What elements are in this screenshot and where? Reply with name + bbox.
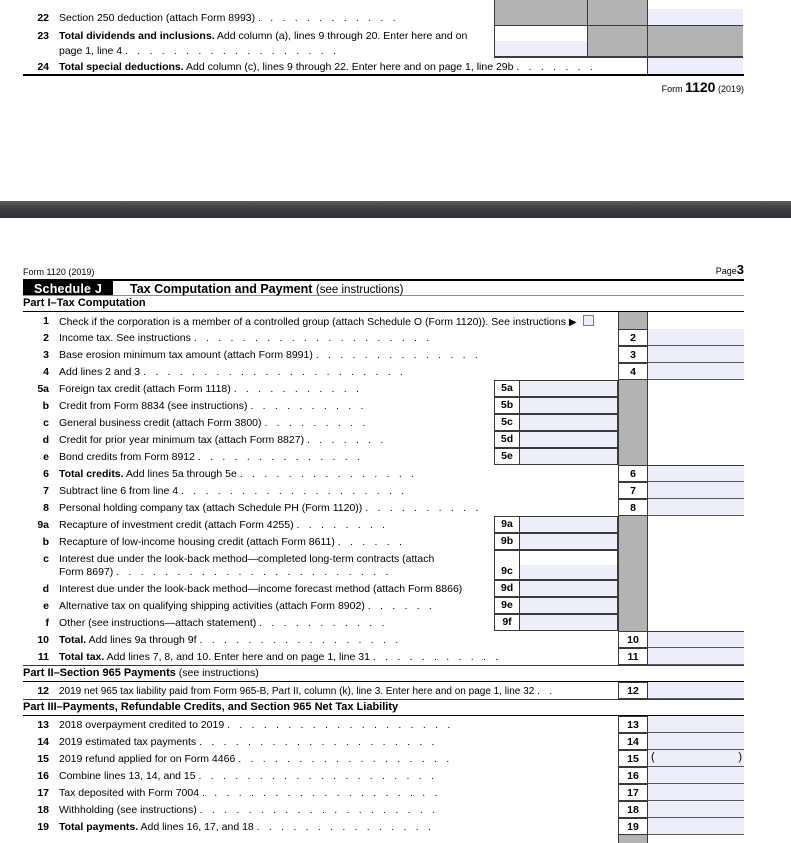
line-text: Add column (c), lines 9 through 22. Enter here and on page 1, line 29b — [183, 61, 514, 73]
field-number-box: 13 — [618, 716, 648, 733]
line-text: Interest due under the look-back method—completed long-term contracts (attach — [59, 553, 435, 565]
line-description — [56, 580, 494, 597]
line-text: Credit for prior year minimum tax (attach Form 8827) — [59, 434, 305, 446]
table-row-3 — [23, 346, 744, 363]
amount-entry-5c[interactable] — [520, 414, 618, 431]
leader-dots: . . . . . . . . . . . . . . . . . . . . — [199, 736, 438, 748]
line-description — [56, 750, 618, 767]
line-text: Add lines 5a through 5e — [123, 468, 237, 480]
part3-table — [23, 716, 744, 843]
field-number-box: 2 — [618, 329, 648, 346]
field-number-box: 7 — [618, 482, 648, 499]
field-number-box: 3 — [618, 346, 648, 363]
amount-entry-19[interactable] — [648, 818, 744, 835]
amount-entry-15[interactable] — [648, 750, 744, 767]
leader-dots: . . . . . . . — [307, 434, 387, 446]
negative-amount-parens — [648, 750, 744, 766]
line-number: c — [43, 417, 49, 429]
line-number: 23 — [37, 30, 49, 42]
part2-table — [23, 682, 744, 700]
line-text: 2019 estimated tax payments — [59, 736, 197, 748]
line-text-bold: Total special deductions. — [59, 61, 184, 73]
form-id-label: Form 1120 (2019) — [23, 267, 95, 277]
table-row-13 — [23, 716, 744, 733]
blank-field — [648, 597, 744, 614]
line-description — [56, 397, 494, 414]
part1-heading: Part I–Tax Computation — [23, 296, 744, 312]
line-description — [56, 482, 618, 499]
line-number: 17 — [37, 787, 49, 799]
table-row-23 — [23, 27, 744, 42]
line-description — [56, 414, 494, 431]
table-row-5d — [23, 431, 744, 448]
line-text: Withholding (see instructions) — [59, 804, 197, 816]
line-number: 5a — [37, 383, 49, 395]
table-row-5b — [23, 397, 744, 414]
page2-bottom-fragment — [0, 0, 791, 100]
shaded-number-column — [618, 516, 648, 533]
table-row-9c — [23, 550, 744, 580]
amount-entry-7[interactable] — [648, 482, 744, 499]
table-row-19 — [23, 818, 744, 835]
shaded-number-column — [618, 397, 648, 414]
footer-year: (2019) — [717, 84, 744, 94]
line-number: 10 — [37, 634, 49, 646]
line-text: Credit from Form 8834 (see instructions) — [59, 400, 248, 412]
controlled-group-checkbox[interactable] — [583, 315, 594, 326]
amount-entry-10[interactable] — [648, 631, 744, 648]
subfield-number-box: 9f — [494, 614, 520, 631]
amount-entry-8[interactable] — [648, 499, 744, 516]
field-number-box: 8 — [618, 499, 648, 516]
blank-field — [648, 397, 744, 414]
line-description — [56, 363, 618, 380]
shaded-number-column — [618, 597, 648, 614]
amount-entry-6[interactable] — [648, 465, 744, 482]
line-text: Recapture of investment credit (attach Form 4255) — [59, 519, 294, 531]
field-number-box: 17 — [618, 784, 648, 801]
field-number-box: 4 — [618, 363, 648, 380]
line-number: 19 — [37, 821, 49, 833]
schedule-title-text: Tax Computation and Payment — [130, 282, 313, 296]
subfield-number-box: 9c — [494, 550, 520, 580]
line-number: 2 — [43, 332, 49, 344]
part3-heading: Part III–Payments, Refundable Credits, and Section 965 Net Tax Liability — [23, 700, 744, 716]
line-text: Base erosion minimum tax amount (attach Form 8991) — [59, 349, 313, 361]
line-description — [56, 767, 618, 784]
amount-entry-9a[interactable] — [520, 516, 618, 533]
shaded-number-column — [618, 614, 648, 631]
table-row-15 — [23, 750, 744, 767]
line-text-2: Form 8697) — [59, 566, 114, 578]
leader-dots: . . . . . . . . . . . . . . . . . . . . — [202, 787, 441, 799]
line-description — [56, 716, 618, 733]
amount-entry-14[interactable] — [648, 733, 744, 750]
line-number: c — [43, 553, 49, 565]
blank-field — [648, 533, 744, 550]
line-text: Check if the corporation is a member of a controlled group (attach Schedule O (Form 1120)). See instructions — [59, 316, 566, 328]
shaded-number-column — [618, 580, 648, 597]
shaded-number-column — [618, 431, 648, 448]
line-description — [56, 516, 494, 533]
line-text: 2019 refund applied for on Form 4466 — [59, 753, 236, 765]
leader-dots: . . . . . . . — [516, 61, 596, 73]
line-description — [56, 448, 494, 465]
amount-entry-9b[interactable] — [520, 533, 618, 550]
amount-entry-5a[interactable] — [520, 380, 618, 397]
line-number-spacer — [23, 835, 56, 843]
amount-entry-12[interactable] — [648, 682, 744, 699]
leader-dots: . . . . . . . . — [296, 519, 389, 531]
table-row-1 — [23, 312, 744, 329]
table-row-9f — [23, 614, 744, 631]
line-number: 16 — [37, 770, 49, 782]
page3-header — [23, 262, 744, 279]
line-number: 13 — [37, 719, 49, 731]
leader-dots: . . . . . . . . . . — [365, 502, 482, 514]
paren-close: ) — [738, 751, 742, 763]
blank-field — [648, 580, 744, 597]
amount-entry-9f[interactable] — [520, 614, 618, 631]
line-text-cont — [59, 566, 490, 579]
line-description — [56, 533, 494, 550]
line-description — [56, 329, 618, 346]
line-number: d — [42, 434, 49, 446]
table-row-5a — [23, 380, 744, 397]
line-text: Add lines 7, 8, and 10. Enter here and on page 1, line 31 — [104, 651, 370, 663]
blank-field — [648, 431, 744, 448]
line-text: Combine lines 13, 14, and 15 — [59, 770, 196, 782]
schedule-title — [113, 281, 403, 295]
table-row-9a — [23, 516, 744, 533]
table-row-17 — [23, 784, 744, 801]
line-text: 2019 net 965 tax liability paid from Form 965-B, Part II, column (k), line 3. Enter here and on page 1, line 32 — [59, 686, 535, 697]
line-description — [56, 682, 618, 699]
line-description — [56, 465, 618, 482]
leader-dots: . . . . . . . . . . . — [233, 383, 363, 395]
field-number-box: 14 — [618, 733, 648, 750]
amount-entry-13[interactable] — [648, 716, 744, 733]
amount-entry-11[interactable] — [648, 648, 744, 665]
shaded-number-column — [618, 835, 648, 843]
line-text-bold: Total credits. — [59, 468, 124, 480]
line-text-bold: Total payments. — [59, 821, 139, 833]
line-number: b — [42, 400, 49, 412]
table-row-14 — [23, 733, 744, 750]
line-number: e — [43, 600, 49, 612]
subfield-number-box: 9a — [494, 516, 520, 533]
amount-entry-16[interactable] — [648, 767, 744, 784]
line-description — [56, 801, 618, 818]
line-number: 8 — [43, 502, 49, 514]
table-row-16 — [23, 767, 744, 784]
leader-dots: . . . . . . . . . . . . — [258, 12, 399, 24]
blank-field — [648, 614, 744, 631]
line-description — [56, 818, 618, 835]
line-description — [56, 614, 494, 631]
blank-field — [648, 516, 744, 533]
amount-entry-4[interactable] — [648, 363, 744, 380]
page3-sheet — [0, 262, 791, 843]
page-indicator — [716, 262, 744, 277]
leader-dots: . . . . . . . . . . . . . . . . . . — [124, 45, 340, 57]
table-row-9d — [23, 580, 744, 597]
line-number: 11 — [37, 651, 49, 663]
leader-dots: . . . . . . . . . . . . . . . . . . . . — [199, 804, 439, 816]
line-description — [56, 499, 618, 516]
leader-dots: . . . . . . — [337, 536, 406, 548]
table-row-23-cont — [23, 42, 744, 57]
blank-field — [648, 448, 744, 465]
line-number: 6 — [43, 468, 49, 480]
footer-prefix: Form — [661, 84, 683, 94]
table-row-18 — [23, 801, 744, 818]
line-text-bold: Total dividends and inclusions. — [59, 30, 215, 42]
line-number: b — [42, 536, 49, 548]
entry-lower-shade — [520, 565, 617, 579]
field-number-box: 19 — [618, 818, 648, 835]
line-text: 2018 overpayment credited to 2019 — [59, 719, 225, 731]
schedule-j-bar — [23, 279, 744, 296]
footer-form-number: 1120 — [685, 79, 716, 95]
shaded-number-column — [618, 448, 648, 465]
table-row-11 — [23, 648, 744, 665]
subfield-number-box: 9d — [494, 580, 520, 597]
shaded-number-column — [618, 533, 648, 550]
blank-field — [648, 550, 744, 580]
leader-dots: . . . . . . . . . . — [250, 400, 367, 412]
blank-field — [648, 835, 744, 843]
field-number-box: 12 — [618, 682, 648, 699]
leader-dots: . . . . . . . . . . . . . . . . . — [199, 634, 402, 646]
field-number-box: 11 — [618, 648, 648, 665]
line-number: e — [43, 451, 49, 463]
line-number: 3 — [43, 349, 49, 361]
amount-entry-2[interactable] — [648, 329, 744, 346]
paren-open: ( — [651, 751, 655, 763]
leader-dots: . . . . . . . . . . . . . . . . . . . — [180, 485, 408, 497]
blank-field — [648, 312, 744, 329]
schedule-tag: Schedule J — [23, 281, 113, 295]
table-row-24 — [23, 58, 744, 74]
line-text: Bond credits from Form 8912 — [59, 451, 195, 463]
line-text: Add lines 2 and 3 — [59, 366, 141, 378]
table-row-22 — [23, 9, 744, 25]
schedule-title-note: (see instructions) — [315, 284, 404, 296]
blank-field — [648, 414, 744, 431]
part2-heading — [23, 666, 744, 682]
part1-table — [23, 312, 744, 666]
line-text: Section 250 deduction (attach Form 8993) — [59, 12, 256, 24]
line-description — [56, 631, 618, 648]
leader-dots: . . . . . . . . . . . — [259, 617, 388, 629]
amount-entry-17[interactable] — [648, 784, 744, 801]
field-number-box: 6 — [618, 465, 648, 482]
field-number-box: 15 — [618, 750, 648, 767]
shaded-number-column — [618, 414, 648, 431]
line-text: Alternative tax on qualifying shipping activities (attach Form 8902) — [59, 600, 365, 612]
line-description — [56, 312, 618, 329]
line-number-spacer — [23, 42, 56, 57]
leader-dots: . . . . . . . . . . . . . . — [197, 451, 364, 463]
part2-heading-text: Part II–Section 965 Payments — [23, 667, 176, 679]
leader-dots: . . . . . . . . . . . . . . . . . . — [238, 753, 453, 765]
amount-entry-9e[interactable] — [520, 597, 618, 614]
line-number: 14 — [37, 736, 49, 748]
field-number-box: 10 — [618, 631, 648, 648]
field-number-box: 16 — [618, 767, 648, 784]
table-row-6 — [23, 465, 744, 482]
leader-dots: . . . . . . . . . . . . . . . . . . . — [227, 719, 454, 731]
line-number: 12 — [37, 685, 49, 697]
line-text: Recapture of low-income housing credit (attach Form 8611) — [59, 536, 335, 548]
line-number: f — [45, 617, 49, 629]
line-text: page 1, line 4 — [59, 45, 123, 57]
leader-dots: . . . . . . — [367, 600, 436, 612]
line-description — [56, 380, 494, 397]
line-description — [56, 648, 618, 665]
table-row-next-partial — [23, 835, 744, 843]
shaded-number-column — [618, 550, 648, 580]
leader-dots: . . . . . . . . . . . . . . . — [239, 468, 418, 480]
table-row-5c — [23, 414, 744, 431]
line-description — [56, 733, 618, 750]
line-text-bold: Total tax. — [59, 651, 105, 663]
line-text-bold: Total. — [59, 634, 87, 646]
line-text: Other (see instructions—attach statement) — [59, 617, 257, 629]
arrow-right-icon: ▶ — [568, 317, 577, 328]
subfield-number-box: 5c — [494, 414, 520, 431]
line-number: 15 — [37, 753, 49, 765]
line-number: 7 — [43, 485, 49, 497]
entry-upper-blank — [520, 551, 617, 565]
shaded-number-column — [618, 312, 648, 329]
table-row-9b — [23, 533, 744, 550]
page-number: 3 — [736, 262, 744, 277]
line-number: 22 — [37, 12, 49, 24]
line-number: 4 — [43, 366, 49, 378]
amount-entry-5d[interactable] — [520, 431, 618, 448]
amount-entry-5b[interactable] — [520, 397, 618, 414]
leader-dots: . . . . . . . . . . . . . . . . . . . . . . . — [116, 566, 392, 578]
line-number: 18 — [37, 804, 49, 816]
amount-entry-9d[interactable] — [520, 580, 618, 597]
line-description — [56, 9, 744, 25]
table-row-4 — [23, 363, 744, 380]
line-number: d — [42, 583, 49, 595]
line-text: Tax deposited with Form 7004 — [59, 787, 200, 799]
line-number: 24 — [37, 61, 49, 73]
page-label: Page — [715, 266, 737, 276]
page-divider-band — [0, 201, 791, 218]
part2-heading-note: (see instructions) — [175, 667, 259, 679]
leader-dots: . . . . . . . . . . . . . . . . . . . . . . — [143, 366, 407, 378]
leader-dots: . . . . . . . . . . . . . . . . . . . . — [193, 332, 433, 344]
line-text: Add lines 16, 17, and 18 — [138, 821, 254, 833]
subfield-number-box: 9b — [494, 533, 520, 550]
line-number: 1 — [43, 315, 49, 327]
line-description — [56, 27, 744, 42]
subfield-number-box: 5d — [494, 431, 520, 448]
amount-entry-9c[interactable] — [520, 550, 618, 580]
shaded-number-column — [618, 380, 648, 397]
leader-dots: . . . . . . . . . . . . . . . . . . . . — [198, 770, 438, 782]
line-description — [56, 784, 618, 801]
line-description — [56, 431, 494, 448]
table-row-5e — [23, 448, 744, 465]
line-text: Interest due under the look-back method—income forecast method (attach Form 8866) — [59, 583, 463, 595]
leader-dots: . . — [537, 685, 556, 697]
line-description — [56, 58, 744, 74]
table-row-9e — [23, 597, 744, 614]
line-description — [56, 346, 618, 363]
amount-entry-5e[interactable] — [520, 448, 618, 465]
subfield-number-box: 5e — [494, 448, 520, 465]
leader-dots: . . . . . . . . . . . — [372, 651, 502, 663]
amount-entry-3[interactable] — [648, 346, 744, 363]
field-number-box: 18 — [618, 801, 648, 818]
line-text: Income tax. See instructions — [59, 332, 191, 344]
table-row-8 — [23, 499, 744, 516]
line-text: Subtract line 6 from line 4 — [59, 485, 179, 497]
amount-entry-18[interactable] — [648, 801, 744, 818]
leader-dots: . . . . . . . . . . . . . . — [315, 349, 481, 361]
line-description-spacer — [56, 835, 618, 843]
line-number: 9a — [37, 519, 49, 531]
table-row-10 — [23, 631, 744, 648]
line-text: General business credit (attach Form 3800) — [59, 417, 262, 429]
table-row-12 — [23, 682, 744, 699]
line-text: Personal holding company tax (attach Schedule PH (Form 1120)) — [59, 502, 363, 514]
blank-field — [648, 380, 744, 397]
table-row-2 — [23, 329, 744, 346]
line-description-cont — [56, 42, 744, 57]
subfield-number-box: 5b — [494, 397, 520, 414]
line-text: Add column (a), lines 9 through 20. Enter here and on — [214, 30, 468, 42]
table-row-7 — [23, 482, 744, 499]
leader-dots: . . . . . . . . . — [264, 417, 369, 429]
line-text: Foreign tax credit (attach Form 1118) — [59, 383, 231, 395]
line-text: Add lines 9a through 9f — [86, 634, 197, 646]
line-description — [56, 550, 494, 580]
subfield-number-box: 9e — [494, 597, 520, 614]
subfield-number-box: 5a — [494, 380, 520, 397]
form-footer — [23, 76, 744, 95]
leader-dots: . . . . . . . . . . . . . . . — [256, 821, 435, 833]
line-description — [56, 597, 494, 614]
